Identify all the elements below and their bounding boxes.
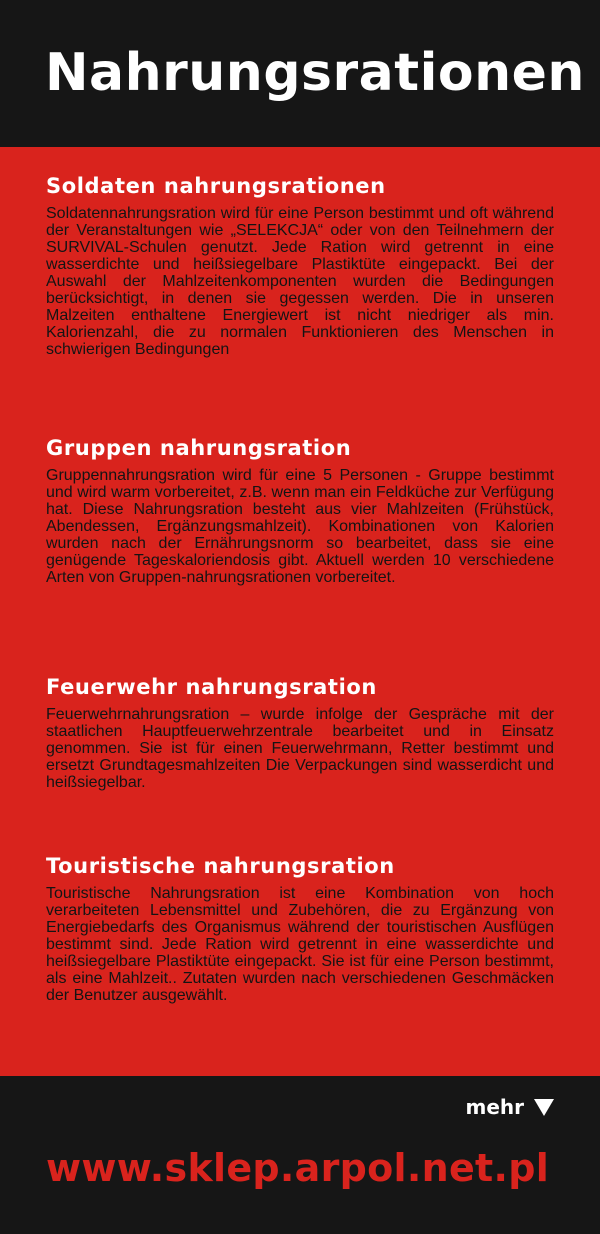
section-title: Feuerwehr nahrungsration	[46, 675, 377, 699]
section-title: Soldaten nahrungsrationen	[46, 174, 386, 198]
header-bar	[0, 0, 600, 147]
section-text: Soldatennahrungsration wird für eine Person bestimmt und oft während der Veranstaltungen wie „SELEKCJA“ oder von den Teilnehmern der SURVIVAL-Schulen genutzt. Jede Ration wird getrennt in eine wasserdichte und heißsiegelbare Plastiktüte eingepackt. Bei der Auswahl der Mahlzeitenkomponenten wurden die Bedingungen berücksichtigt, in denen sie gegessen werden. Die in unseren Malzeiten enthaltene Energiewert ist nicht niedriger als min. Kalorienzahl, die zu normalen Funktionieren des Menschen in schwierigen Bedingungen	[46, 205, 554, 358]
website-url[interactable]: www.sklep.arpol.net.pl	[46, 1146, 550, 1190]
section-text: Feuerwehrnahrungsration – wurde infolge der Gespräche mit der staatlichen Hauptfeuerwehrzentrale bearbeitet und in Einsatz genommen. Sie ist für einen Feuerwehrmann, Retter bestimmt und ersetzt Grundtagesmahlzeiten Die Verpackungen sind wasserdicht und heißsiegelbar.	[46, 706, 554, 791]
section-title: Touristische nahrungsration	[46, 854, 395, 878]
content-panel	[0, 147, 600, 1076]
footer-bar	[0, 1076, 600, 1234]
section-title: Gruppen nahrungsration	[46, 436, 352, 460]
section-text: Touristische Nahrungsration ist eine Kombination von hoch verarbeiteten Lebensmittel und Zubehören, die zu Ergänzung von Energiebedarfs des Organismus während der touristischen Ausflügen bestimmt sind. Jede Ration wird getrennt in eine wasserdichte und heißsiegelbare Plastiktüte eingepackt. Sie ist für eine Person bestimmt, als eine Mahlzeit.. Zutaten wurden nach verschiedenen Geschmäcken der Benutzer ausgewählt.	[46, 885, 554, 1004]
section-gruppen	[46, 435, 554, 586]
more-label: mehr	[465, 1095, 524, 1119]
section-text: Gruppennahrungsration wird für eine 5 Personen - Gruppe bestimmt und wird warm vorbereitet, z.B. wenn man ein Feldküche zur Verfügung hat. Diese Nahrungsration besteht aus vier Mahlzeiten (Frühstück, Abendessen, Ergänzungsmahlzeit). Kombinationen von Kalorien wurden nach der Ernährungsnorm so bearbeitet, dass sie eine genügende Tageskaloriendosis gibt. Aktuell werden 10 verschiedene Arten von Gruppen-nahrungsrationen vorbereitet.	[46, 467, 554, 586]
triangle-down-icon	[534, 1099, 554, 1116]
page-title: Nahrungsrationen	[45, 43, 585, 103]
more-link[interactable]	[465, 1092, 554, 1122]
section-soldaten	[46, 173, 554, 358]
section-touristische	[46, 853, 554, 1004]
section-feuerwehr	[46, 674, 554, 791]
